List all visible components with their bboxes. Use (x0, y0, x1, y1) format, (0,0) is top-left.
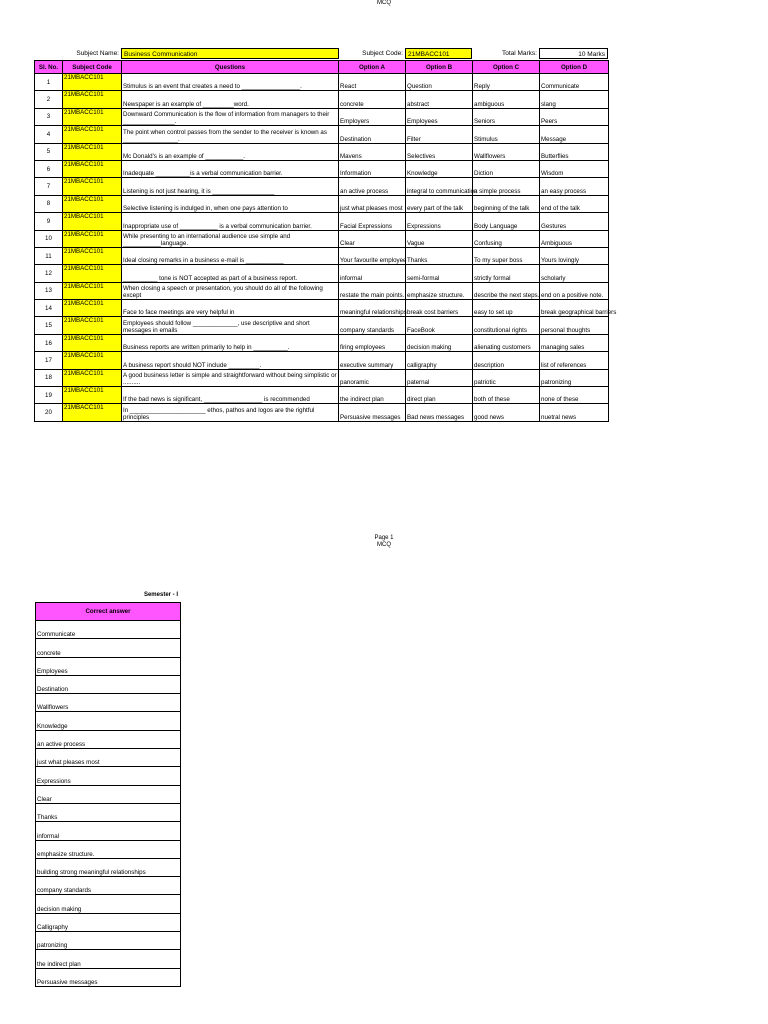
question-cell: If the bad news is significant, _________________ is recommended (122, 387, 339, 404)
subject-code-cell: 21MBACC101 (63, 213, 122, 230)
option-a-cell: Clear (339, 230, 406, 247)
table-row (35, 195, 609, 212)
answer-row (36, 803, 181, 821)
option-d-cell: Wisdom (540, 160, 609, 177)
row-number: 17 (35, 352, 63, 369)
option-c-cell: Reply (473, 74, 540, 91)
option-b-cell: every part of the talk (406, 195, 473, 212)
option-d-cell: patronizing (540, 369, 609, 386)
row-number: 19 (35, 387, 63, 404)
question-cell: A good business letter is simple and straightforward without being simplistic or .......... (122, 369, 339, 386)
question-cell: Listening is not just hearing, it is __________________ (122, 178, 339, 195)
option-b-cell: calligraphy (406, 352, 473, 369)
option-a-cell: Mavens (339, 143, 406, 160)
page-footer-sheet: MCQ (377, 542, 391, 548)
option-c-cell: Body Language (473, 213, 540, 230)
table-row (35, 282, 609, 299)
answer-cell: building strong meaningful relationships (36, 858, 181, 876)
answer-row (36, 950, 181, 968)
option-a-cell: React (339, 74, 406, 91)
answer-row (36, 877, 181, 895)
option-c-cell: Wallflowers (473, 143, 540, 160)
table-row (35, 300, 609, 317)
row-number: 5 (35, 143, 63, 160)
answer-row (36, 712, 181, 730)
option-b-cell: Bad news messages (406, 404, 473, 421)
option-a-cell: informal (339, 265, 406, 282)
answer-cell: Knowledge (36, 712, 181, 730)
option-d-cell: Message (540, 126, 609, 143)
subject-code-cell: 21MBACC101 (63, 282, 122, 299)
answer-row (36, 730, 181, 748)
option-b-cell: decision making (406, 334, 473, 351)
col-header-code: Subject Code (63, 61, 122, 74)
option-c-cell: alienating customers (473, 334, 540, 351)
option-a-cell: an active process (339, 178, 406, 195)
row-number: 20 (35, 404, 63, 421)
answer-cell: just what pleases most (36, 749, 181, 767)
row-number: 4 (35, 126, 63, 143)
option-d-cell: Ambiguous (540, 230, 609, 247)
option-a-cell: Destination (339, 126, 406, 143)
answer-cell: decision making (36, 895, 181, 913)
option-d-cell: Butterflies (540, 143, 609, 160)
row-number: 10 (35, 230, 63, 247)
row-number: 7 (35, 178, 63, 195)
table-row (35, 91, 609, 108)
option-a-cell: Your favourite employee (339, 247, 406, 264)
question-cell: Stimulus is an event that creates a need to _________________. (122, 74, 339, 91)
answer-cell: emphasize structure. (36, 840, 181, 858)
subject-code-cell: 21MBACC101 (63, 126, 122, 143)
option-c-cell: constitutional rights (473, 317, 540, 334)
row-number: 13 (35, 282, 63, 299)
subject-code-cell: 21MBACC101 (63, 91, 122, 108)
answer-row (36, 749, 181, 767)
subject-code-cell: 21MBACC101 (63, 230, 122, 247)
answer-row (36, 858, 181, 876)
option-a-cell: restate the main points. (339, 282, 406, 299)
row-number: 8 (35, 195, 63, 212)
row-number: 11 (35, 247, 63, 264)
answer-cell: Thanks (36, 803, 181, 821)
option-b-cell: FaceBook (406, 317, 473, 334)
question-cell: Ideal closing remarks in a business e-mail is ___________ (122, 247, 339, 264)
row-number: 18 (35, 369, 63, 386)
semester-label: Semester - I (143, 592, 178, 598)
option-c-cell: To my super boss (473, 247, 540, 264)
answer-cell: Employees (36, 657, 181, 675)
mcq-table (34, 60, 617, 422)
subject-code-cell: 21MBACC101 (63, 160, 122, 177)
table-row (35, 387, 609, 404)
mcq-header-row (35, 61, 609, 74)
row-number: 16 (35, 334, 63, 351)
option-d-cell: Gestures (540, 213, 609, 230)
answer-row (36, 913, 181, 931)
answer-row (36, 785, 181, 803)
answer-header: Correct answer (36, 603, 181, 621)
question-cell: In ______________________ ethos, pathos and logos are the rightful principles (122, 404, 339, 421)
option-b-cell: Question (406, 74, 473, 91)
question-cell: While presenting to an international audience use simple and ___________language. (122, 230, 339, 247)
row-number: 15 (35, 317, 63, 334)
answer-cell: concrete (36, 639, 181, 657)
subject-name-value: Business Communication (121, 48, 339, 59)
option-b-cell: Employees (406, 108, 473, 125)
row-number: 1 (35, 74, 63, 91)
question-cell: Selective listening is indulged in, when one pays attention to (122, 195, 339, 212)
subject-code-cell: 21MBACC101 (63, 178, 122, 195)
subject-code-cell: 21MBACC101 (63, 404, 122, 421)
subject-code-cell: 21MBACC101 (63, 247, 122, 264)
row-number: 2 (35, 91, 63, 108)
answer-row (36, 639, 181, 657)
option-b-cell: Filter (406, 126, 473, 143)
subject-code-cell: 21MBACC101 (63, 300, 122, 317)
answer-cell: patronizing (36, 932, 181, 950)
option-b-cell: abstract (406, 91, 473, 108)
option-a-cell: Persuasive messages (339, 404, 406, 421)
option-c-cell: Confusing (473, 230, 540, 247)
subject-code-cell: 21MBACC101 (63, 369, 122, 386)
table-row (35, 143, 609, 160)
answer-table (35, 602, 181, 987)
option-a-cell: Facial Expressions (339, 213, 406, 230)
option-c-cell: a simple process (473, 178, 540, 195)
question-cell: Downward Communication is the flow of information from managers to their _______________. (122, 108, 339, 125)
question-cell: __________ tone is NOT accepted as part of a business report. (122, 265, 339, 282)
answer-row (36, 840, 181, 858)
col-header-question: Questions (122, 61, 339, 74)
table-row (35, 178, 609, 195)
table-row (35, 247, 609, 264)
option-c-cell: Seniors (473, 108, 540, 125)
table-row (35, 317, 609, 334)
option-d-cell: break geographical barriers (540, 300, 609, 317)
col-header-option-b: Option B (406, 61, 473, 74)
subject-code-cell: 21MBACC101 (63, 265, 122, 282)
subject-code-value: 21MBACC101 (405, 48, 472, 59)
table-row (35, 352, 609, 369)
option-c-cell: strictly formal (473, 265, 540, 282)
table-row (35, 404, 609, 421)
option-c-cell: Diction (473, 160, 540, 177)
option-d-cell: end on a positive note. (540, 282, 609, 299)
answer-row (36, 822, 181, 840)
answer-cell: Calligraphy (36, 913, 181, 931)
row-number: 6 (35, 160, 63, 177)
option-a-cell: panoramic (339, 369, 406, 386)
question-cell: Employees should follow _____________, use descriptive and short messages in emails (122, 317, 339, 334)
answer-cell: Communicate (36, 621, 181, 639)
question-cell: A business report should NOT include _________. (122, 352, 339, 369)
option-a-cell: executive summary (339, 352, 406, 369)
option-d-cell: slang (540, 91, 609, 108)
row-number: 12 (35, 265, 63, 282)
table-row (35, 230, 609, 247)
subject-code-cell: 21MBACC101 (63, 317, 122, 334)
option-b-cell: break cost barriers (406, 300, 473, 317)
option-a-cell: company standards (339, 317, 406, 334)
question-cell: Face to face meetings are very helpful in (122, 300, 339, 317)
table-row (35, 160, 609, 177)
table-row (35, 126, 609, 143)
option-c-cell: good news (473, 404, 540, 421)
row-number: 9 (35, 213, 63, 230)
col-header-sl: Sl. No. (35, 61, 63, 74)
answer-row (36, 694, 181, 712)
question-cell: The point when control passes from the sender to the receiver is known as ________________. (122, 126, 339, 143)
option-d-cell: Communicate (540, 74, 609, 91)
col-header-option-c: Option C (473, 61, 540, 74)
subject-code-cell: 21MBACC101 (63, 143, 122, 160)
option-b-cell: Selectives (406, 143, 473, 160)
option-a-cell: Employers (339, 108, 406, 125)
row-number: 3 (35, 108, 63, 125)
option-c-cell: ambiguous (473, 91, 540, 108)
question-cell: Mc Donald's is an example of ___________. (122, 143, 339, 160)
table-row (35, 265, 609, 282)
page-header: MCQ (377, 0, 391, 6)
option-a-cell: firing employees (339, 334, 406, 351)
option-a-cell: Information (339, 160, 406, 177)
table-row (35, 369, 609, 386)
option-b-cell: paternal (406, 369, 473, 386)
option-d-cell: none of these (540, 387, 609, 404)
table-row (35, 213, 609, 230)
option-c-cell: beginning of the talk (473, 195, 540, 212)
option-c-cell: both of these (473, 387, 540, 404)
option-d-cell: personal thoughts (540, 317, 609, 334)
option-a-cell: concrete (339, 91, 406, 108)
option-d-cell: managing sales (540, 334, 609, 351)
table-row (35, 74, 609, 91)
answer-cell: Expressions (36, 767, 181, 785)
subject-code-cell: 21MBACC101 (63, 195, 122, 212)
option-d-cell: end of the talk (540, 195, 609, 212)
total-marks-label: Total Marks: (501, 50, 537, 57)
question-cell: Business reports are written primarily to help in __________. (122, 334, 339, 351)
subject-code-cell: 21MBACC101 (63, 352, 122, 369)
answer-cell: Persuasive messages (36, 968, 181, 986)
row-number: 14 (35, 300, 63, 317)
option-c-cell: easy to set up (473, 300, 540, 317)
option-b-cell: integral to communication (406, 178, 473, 195)
col-header-option-a: Option A (339, 61, 406, 74)
subject-code-label: Subject Code: (362, 50, 403, 57)
option-b-cell: Expressions (406, 213, 473, 230)
subject-code-cell: 21MBACC101 (63, 387, 122, 404)
answer-cell: company standards (36, 877, 181, 895)
option-d-cell: Yours lovingly (540, 247, 609, 264)
question-cell: Inappropriate use of ___________ is a verbal communication barrier. (122, 213, 339, 230)
total-marks-value: 10 Marks (539, 48, 608, 59)
option-b-cell: semi-formal (406, 265, 473, 282)
question-cell: When closing a speech or presentation, you should do all of the following except (122, 282, 339, 299)
col-header-option-d: Option D (540, 61, 609, 74)
answer-row (36, 657, 181, 675)
answer-row (36, 932, 181, 950)
option-a-cell: the indirect plan (339, 387, 406, 404)
option-c-cell: description (473, 352, 540, 369)
option-a-cell: meaningful relationships (339, 300, 406, 317)
option-b-cell: Thanks (406, 247, 473, 264)
option-b-cell: emphasize structure. (406, 282, 473, 299)
option-b-cell: Vague (406, 230, 473, 247)
page-footer-number: Page 1 (374, 535, 394, 541)
answer-cell: the indirect plan (36, 950, 181, 968)
option-b-cell: direct plan (406, 387, 473, 404)
option-d-cell: list of references (540, 352, 609, 369)
subject-code-cell: 21MBACC101 (63, 74, 122, 91)
answer-cell: Clear (36, 785, 181, 803)
option-d-cell: an easy process (540, 178, 609, 195)
option-d-cell: nuetral news (540, 404, 609, 421)
answer-row (36, 621, 181, 639)
option-c-cell: Stimulus (473, 126, 540, 143)
question-cell: Newspaper is an example of _________word. (122, 91, 339, 108)
answer-row (36, 675, 181, 693)
option-c-cell: patriotic (473, 369, 540, 386)
answer-row (36, 968, 181, 986)
answer-cell: an active process (36, 730, 181, 748)
table-row (35, 334, 609, 351)
answer-row (36, 767, 181, 785)
option-b-cell: Knowledge (406, 160, 473, 177)
subject-code-cell: 21MBACC101 (63, 334, 122, 351)
answer-cell: informal (36, 822, 181, 840)
option-d-cell: scholarly (540, 265, 609, 282)
table-row (35, 108, 609, 125)
answer-cell: Wallflowers (36, 694, 181, 712)
option-a-cell: just what pleases most (339, 195, 406, 212)
subject-name-label: Subject Name: (76, 50, 119, 57)
option-d-cell: Peers (540, 108, 609, 125)
subject-code-cell: 21MBACC101 (63, 108, 122, 125)
question-cell: Inadequate __________is a verbal communication barrier. (122, 160, 339, 177)
option-c-cell: describe the next steps. (473, 282, 540, 299)
answer-row (36, 895, 181, 913)
answer-cell: Destination (36, 675, 181, 693)
